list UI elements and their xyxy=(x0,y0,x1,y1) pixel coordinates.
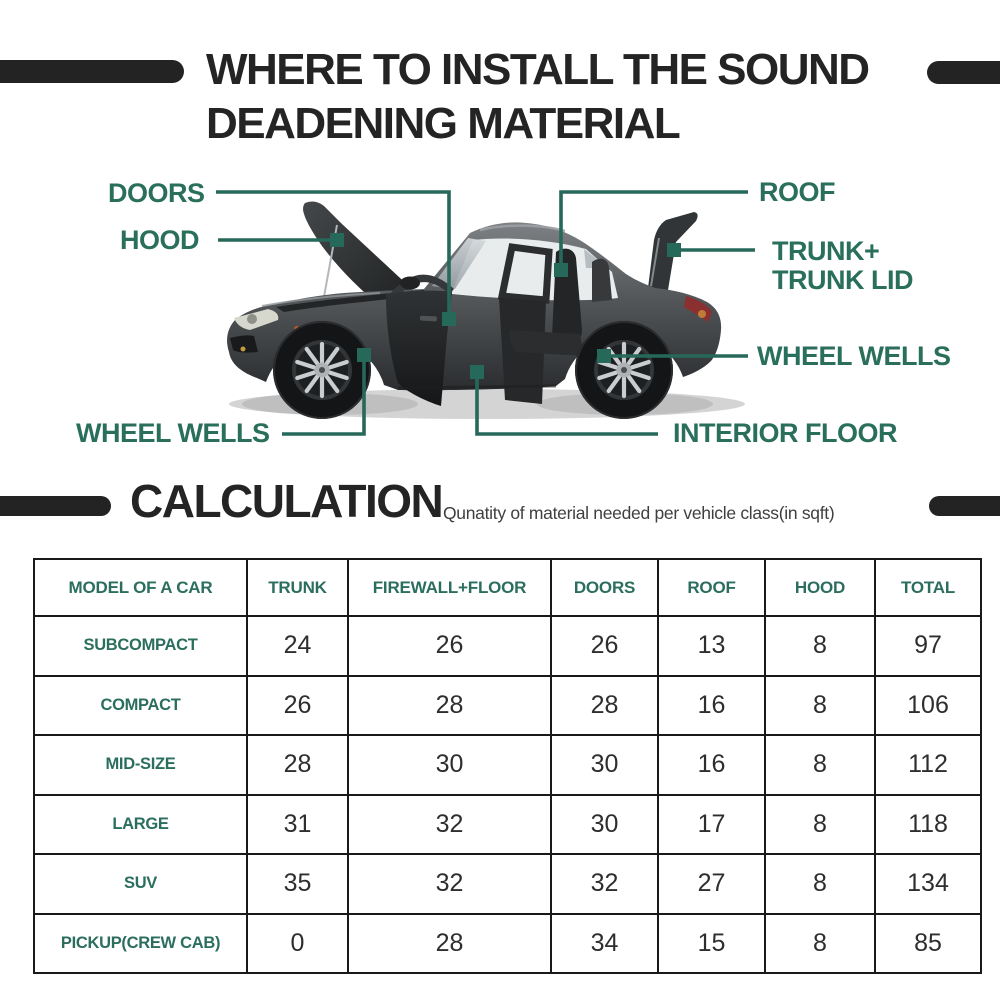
column-header-trunk: TRUNK xyxy=(247,559,348,616)
value-cell: 24 xyxy=(247,616,348,676)
column-header-model-of-a-car: MODEL OF A CAR xyxy=(34,559,247,616)
table-row xyxy=(34,795,981,855)
model-cell: PICKUP(CREW CAB) xyxy=(34,914,247,974)
value-cell: 134 xyxy=(875,854,981,914)
front-wheel xyxy=(273,321,371,419)
value-cell: 8 xyxy=(765,735,875,795)
model-cell: SUV xyxy=(34,854,247,914)
value-cell: 16 xyxy=(658,735,765,795)
table-header-row xyxy=(34,559,981,616)
column-header-firewall-floor: FIREWALL+FLOOR xyxy=(348,559,551,616)
value-cell: 30 xyxy=(348,735,551,795)
value-cell: 28 xyxy=(348,676,551,736)
side-mirror xyxy=(400,277,420,290)
value-cell: 32 xyxy=(348,854,551,914)
value-cell: 0 xyxy=(247,914,348,974)
label-trunk xyxy=(772,237,913,294)
column-header-total: TOTAL xyxy=(875,559,981,616)
value-cell: 28 xyxy=(348,914,551,974)
taillight-amber xyxy=(698,310,706,318)
label-trunk-line1: TRUNK+ xyxy=(772,236,880,266)
value-cell: 34 xyxy=(551,914,658,974)
value-cell: 106 xyxy=(875,676,981,736)
calculation-subtitle: Qunatity of material needed per vehicle class(in sqft) xyxy=(443,503,835,523)
value-cell: 26 xyxy=(247,676,348,736)
table-row xyxy=(34,735,981,795)
value-cell: 30 xyxy=(551,735,658,795)
value-cell: 112 xyxy=(875,735,981,795)
trunk-callout-marker xyxy=(667,243,681,257)
calc-left-bar xyxy=(0,496,111,516)
seat-cushion xyxy=(510,330,584,356)
rear-wheel xyxy=(575,321,673,419)
value-cell: 15 xyxy=(658,914,765,974)
value-cell: 17 xyxy=(658,795,765,855)
value-cell: 85 xyxy=(875,914,981,974)
value-cell: 8 xyxy=(765,795,875,855)
material-quantity-table xyxy=(33,558,982,974)
fog-light xyxy=(241,347,246,352)
table-row xyxy=(34,914,981,974)
label-doors: DOORS xyxy=(108,178,205,208)
value-cell: 13 xyxy=(658,616,765,676)
doors-callout-marker xyxy=(442,312,456,326)
label-wheel-wells-left: WHEEL WELLS xyxy=(76,418,270,448)
value-cell: 8 xyxy=(765,616,875,676)
column-header-roof: ROOF xyxy=(658,559,765,616)
label-trunk-line2: TRUNK LID xyxy=(772,264,913,295)
value-cell: 8 xyxy=(765,676,875,736)
table-row xyxy=(34,676,981,736)
wheel-wells-left-callout-marker xyxy=(357,348,371,362)
value-cell: 97 xyxy=(875,616,981,676)
calc-right-bar xyxy=(929,496,1000,516)
model-cell: LARGE xyxy=(34,795,247,855)
value-cell: 27 xyxy=(658,854,765,914)
roof-callout-marker xyxy=(554,263,568,277)
page-title-line1: WHERE TO INSTALL THE SOUND xyxy=(206,45,869,94)
table-body xyxy=(34,616,981,973)
value-cell: 118 xyxy=(875,795,981,855)
page-title-line2: DEADENING MATERIAL xyxy=(206,98,680,148)
model-cell: COMPACT xyxy=(34,676,247,736)
value-cell: 31 xyxy=(247,795,348,855)
value-cell: 8 xyxy=(765,854,875,914)
value-cell: 32 xyxy=(551,854,658,914)
label-wheel-wells-right: WHEEL WELLS xyxy=(757,341,951,371)
value-cell: 30 xyxy=(551,795,658,855)
door-handle xyxy=(420,316,437,322)
calculation-heading: CALCULATION xyxy=(130,475,443,527)
value-cell: 26 xyxy=(551,616,658,676)
wheel-wells-right-callout-marker xyxy=(597,349,611,363)
value-cell: 35 xyxy=(247,854,348,914)
interior-floor-callout-marker xyxy=(470,365,484,379)
value-cell: 8 xyxy=(765,914,875,974)
column-header-hood: HOOD xyxy=(765,559,875,616)
label-interior-floor: INTERIOR FLOOR xyxy=(673,418,897,448)
label-roof: ROOF xyxy=(759,177,835,207)
value-cell: 26 xyxy=(348,616,551,676)
table-row xyxy=(34,854,981,914)
value-cell: 28 xyxy=(551,676,658,736)
column-header-doors: DOORS xyxy=(551,559,658,616)
value-cell: 32 xyxy=(348,795,551,855)
headlight-lens xyxy=(247,314,257,324)
model-cell: MID-SIZE xyxy=(34,735,247,795)
hood-callout-marker xyxy=(330,233,344,247)
table-row xyxy=(34,616,981,676)
car-illustration xyxy=(227,202,721,419)
model-cell: SUBCOMPACT xyxy=(34,616,247,676)
label-hood: HOOD xyxy=(120,225,199,255)
value-cell: 28 xyxy=(247,735,348,795)
value-cell: 16 xyxy=(658,676,765,736)
